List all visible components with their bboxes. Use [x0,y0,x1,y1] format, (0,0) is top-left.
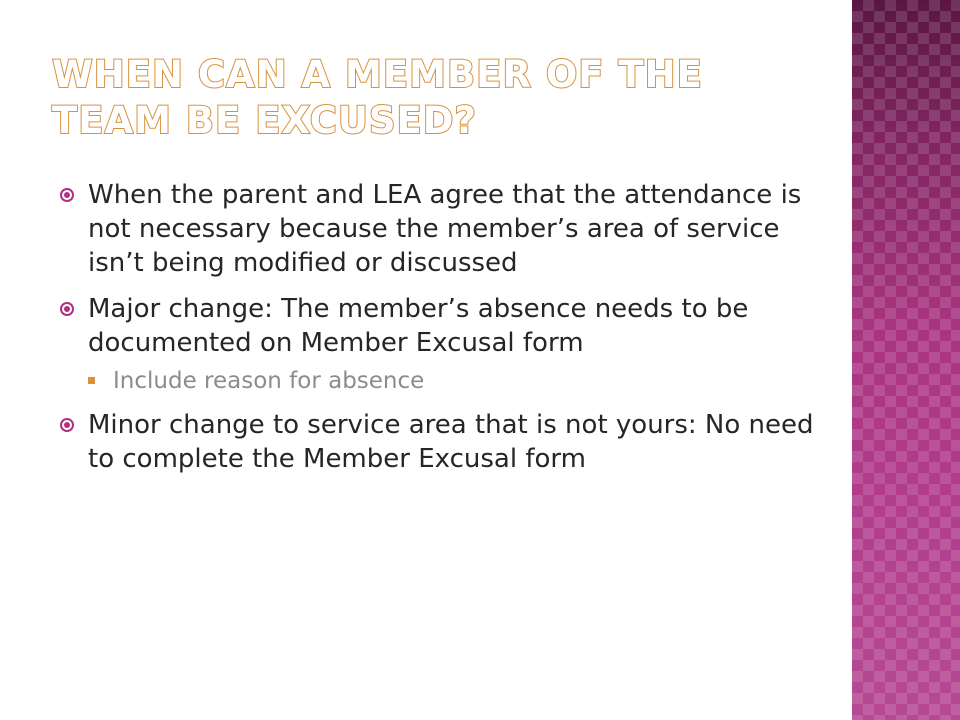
sub-bullet-list [88,366,840,396]
bullet-text: Major change: The member’s absence needs to be documented on Member Excusal form [88,294,749,358]
bullet-text: Minor change to service area that is not yours: No need to complete the Member Excusal form [88,410,814,474]
circle-bullet-icon [60,188,74,202]
bullet-item-1 [60,178,840,280]
sub-bullet-item [88,366,840,396]
decorative-sidebar [852,0,960,720]
sub-bullet-text: Include reason for absence [113,368,425,394]
bullet-text: When the parent and LEA agree that the attendance is not necessary because the member’s area of service isn’t being modified or discussed [88,180,802,278]
slide-title: WHEN CAN A MEMBER OF THE TEAM BE EXCUSED? [52,53,703,142]
bullet-item-2 [60,292,840,396]
circle-bullet-icon [60,418,74,432]
bullet-list [60,178,840,488]
square-bullet-icon [88,377,95,384]
bullet-item-3 [60,408,840,476]
circle-bullet-icon [60,302,74,316]
